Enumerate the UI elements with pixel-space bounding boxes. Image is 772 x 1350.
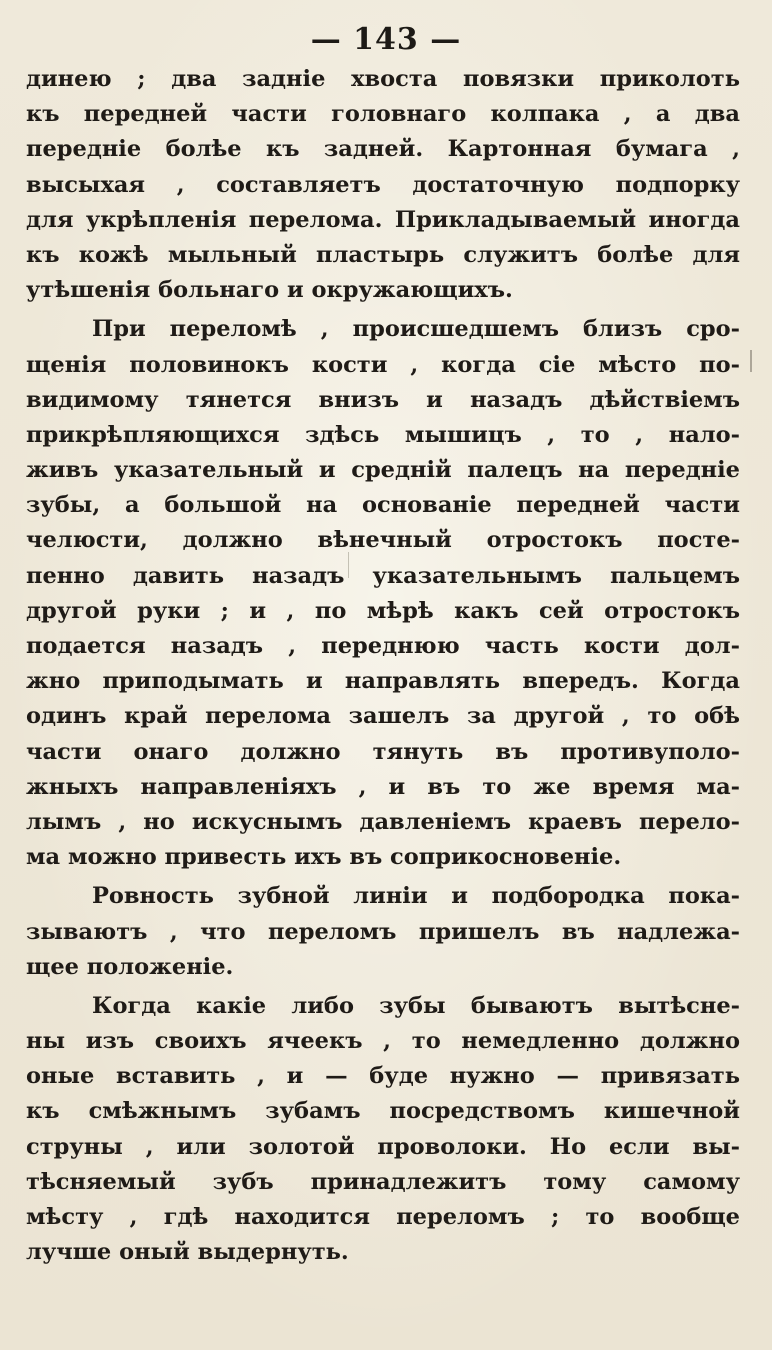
text-line: одинъ край перелома зашелъ за другой , то обѣ <box>26 703 740 730</box>
text-line: лымъ , но искуснымъ давленіемъ краевъ перело- <box>26 808 740 835</box>
text-line: щенія половинокъ кости , когда сіе мѣсто по- <box>26 351 740 378</box>
text-line: передніе болѣе къ задней. Картонная бумага , <box>26 136 740 163</box>
text-line: ма можно привесть ихъ въ соприкосновеніе. <box>26 844 622 871</box>
text-line: живъ указательный и средній палецъ на передніе <box>26 457 740 484</box>
text-line: челюсти, должно вѣнечный отростокъ посте- <box>26 527 740 554</box>
text-line: другой руки ; и , по мѣрѣ какъ сей отростокъ <box>26 597 740 624</box>
text-line: ны изъ своихъ ячеекъ , то немедленно должно <box>26 1028 740 1055</box>
text-line: къ передней части головнаго колпака , а два <box>26 101 740 128</box>
text-line: щее положеніе. <box>26 953 234 980</box>
text-line: мѣсту , гдѣ находится переломъ ; то вообще <box>26 1204 740 1230</box>
text-line: къ кожѣ мыльный пластырь служитъ болѣе для <box>26 241 740 268</box>
text-line: пенно давить назадъ указательнымъ пальцемъ <box>26 562 740 589</box>
text-line: подается назадъ , переднюю часть кости дол- <box>26 633 740 659</box>
text-line: къ смѣжнымъ зубамъ посредствомъ кишечной <box>26 1098 740 1125</box>
margin-mark <box>750 350 752 372</box>
text-line: утѣшенія больнаго и окружающихъ. <box>26 277 513 304</box>
text-line: высыхая , составляетъ достаточную подпорку <box>26 171 740 198</box>
text-line: видимому тянется внизъ и назадъ дѣйствіемъ <box>26 386 740 413</box>
text-line: оные вставить , и — буде нужно — привязать <box>26 1063 740 1090</box>
text-line: части онаго должно тянуть въ противуполо- <box>26 738 740 765</box>
paragraph-1 <box>26 62 740 308</box>
text-line: зываютъ , что переломъ пришелъ въ надлежа- <box>26 918 740 945</box>
text-line: прикрѣпляющихся здѣсь мышицъ , то , нало- <box>26 421 740 448</box>
paper-crease <box>348 552 349 578</box>
paragraph-4 <box>26 989 740 1271</box>
text-line: Ровность зубной линіи и подбородка пока- <box>92 883 740 910</box>
text-line: лучше оный выдернуть. <box>26 1239 349 1266</box>
paragraph-3 <box>26 879 740 985</box>
text-line: При переломѣ , происшедшемъ близъ сро- <box>92 316 740 343</box>
paragraph-2 <box>26 312 740 875</box>
page-number: — 143 — <box>310 22 462 57</box>
text-body <box>26 62 740 1270</box>
text-line: динею ; два задніе хвоста повязки приколоть <box>26 66 740 92</box>
text-line: зубы, а большой на основаніе передней части <box>26 492 740 519</box>
text-line: Когда какіе либо зубы бываютъ вытѣсне- <box>92 992 740 1019</box>
text-line: струны , или золотой проволоки. Но если вы- <box>26 1133 740 1160</box>
text-line: для укрѣпленія перелома. Прикладываемый иногда <box>26 206 740 233</box>
text-line: тѣсняемый зубъ принадлежитъ тому самому <box>26 1168 740 1195</box>
text-line: жныхъ направленіяхъ , и въ то же время ма- <box>26 773 740 800</box>
text-line: жно приподымать и направлять впередъ. Когда <box>26 668 740 695</box>
